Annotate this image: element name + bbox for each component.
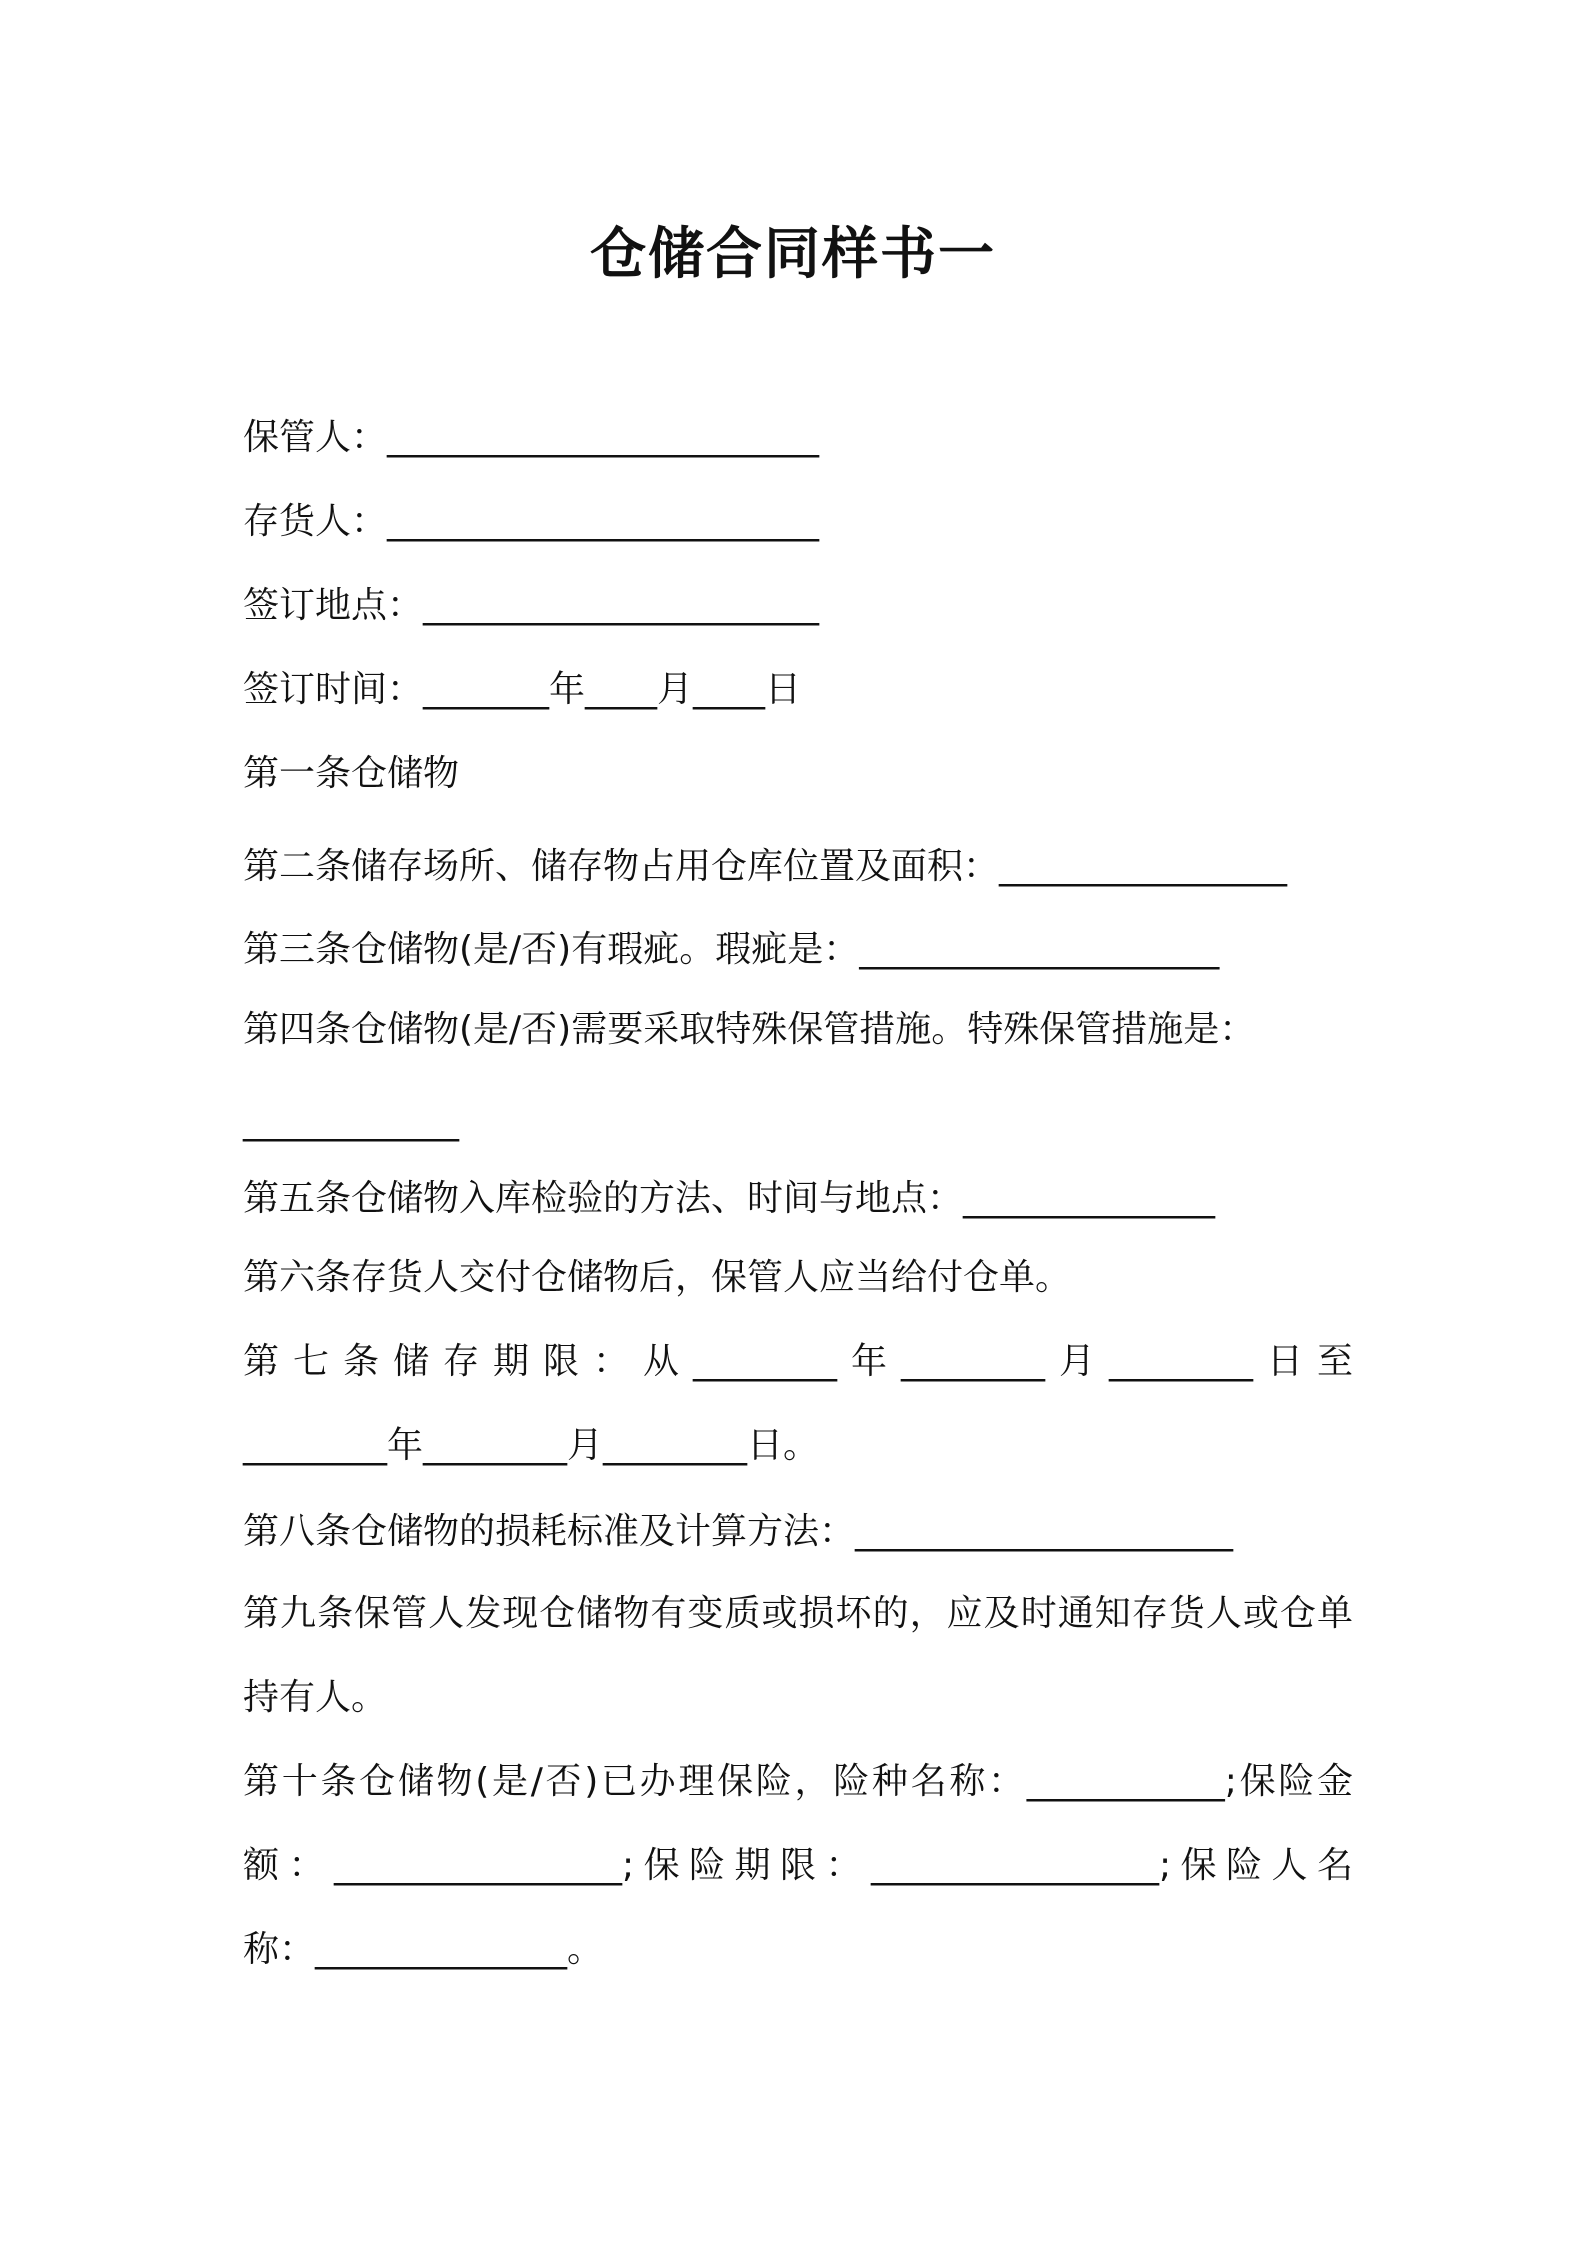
article-7: 第七条储存期限：从________年________月________日至 [243, 1341, 1353, 1382]
article-4: 第四条仓储物(是/否)需要采取特殊保管措施。特殊保管措施是： [243, 1009, 1256, 1050]
article-4-continuation: ____________ [243, 1101, 459, 1142]
article-8: 第八条仓储物的损耗标准及计算方法：_____________________ [243, 1511, 1234, 1552]
article-9: 第九条保管人发现仓储物有变质或损坏的，应及时通知存货人或仓单 [243, 1593, 1353, 1634]
signing-place-line: 签订地点：______________________ [243, 585, 820, 626]
article-9-continuation: 持有人。 [243, 1677, 388, 1718]
article-1: 第一条仓储物 [243, 753, 460, 794]
signing-time-line: 签订时间：_______年____月____日 [243, 669, 802, 710]
article-7-continuation: ________年________月________日。 [243, 1425, 819, 1466]
article-6: 第六条存货人交付仓储物后，保管人应当给付仓单。 [243, 1257, 1072, 1298]
depositor-line: 存货人：________________________ [243, 501, 820, 542]
article-10: 第十条仓储物(是/否)已办理保险，险种名称：___________;保险金 [243, 1761, 1353, 1802]
document-title: 仓储合同样书一 [590, 222, 996, 287]
article-3: 第三条仓储物(是/否)有瑕疵。瑕疵是：____________________ [243, 929, 1220, 970]
article-10-continuation-2: 称：______________。 [243, 1929, 604, 1970]
article-10-continuation-1: 额：________________;保险期限：________________;保险人名 [243, 1845, 1353, 1886]
custodian-line: 保管人：________________________ [243, 417, 820, 458]
article-5: 第五条仓储物入库检验的方法、时间与地点：______________ [243, 1178, 1216, 1219]
article-2: 第二条储存场所、储存物占用仓库位置及面积：________________ [243, 846, 1288, 887]
